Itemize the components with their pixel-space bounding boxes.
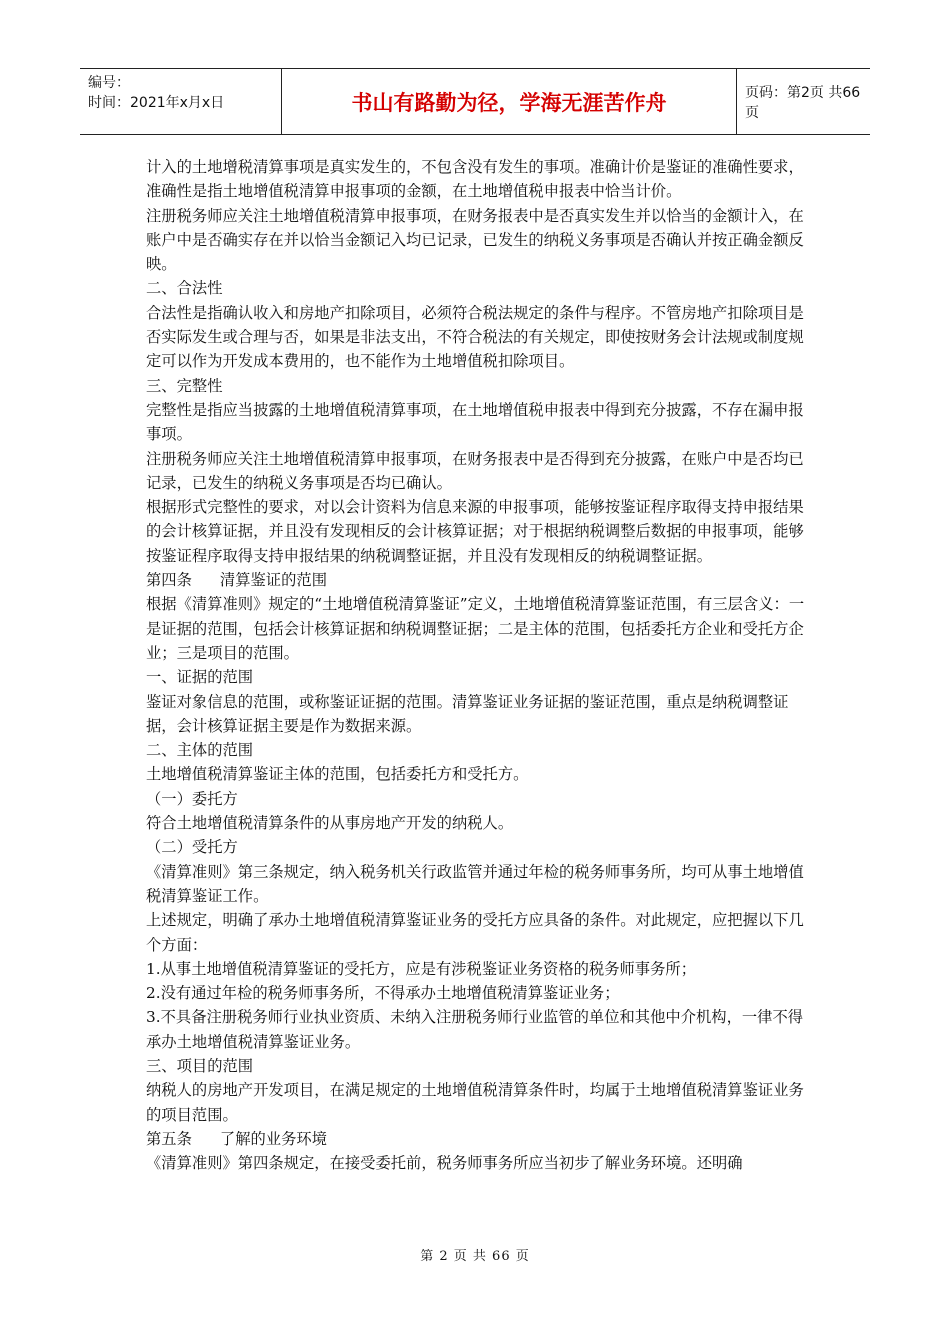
sub-heading: （一）委托方 (146, 789, 238, 808)
section-heading: 二、合法性 (146, 279, 223, 298)
article-title: 清算鉴证的范围 (219, 571, 327, 590)
paragraph: 上述规定，明确了承办土地增值税清算鉴证业务的受托方应具备的条件。对此规定，应把握以下几个方面： (146, 911, 804, 954)
header-page-info: 页码：第2页 共66页 (745, 84, 861, 121)
header-meta (80, 69, 282, 134)
paragraph: 符合土地增值税清算条件的从事房地产开发的纳税人。 (146, 814, 514, 833)
section-heading: 三、项目的范围 (146, 1056, 254, 1075)
paragraph: 纳税人的房地产开发项目，在满足规定的土地增值税清算条件时，均属于土地增值税清算鉴证业务的项目范围。 (146, 1081, 804, 1124)
paragraph: 计入的土地增税清算事项是真实发生的，不包含没有发生的事项。准确计价是鉴证的准确性要求，准确性是指土地增值税清算申报事项的金额，在土地增值税申报表中恰当计价。 (146, 158, 804, 201)
paragraph: 根据形式完整性的要求，对以会计资料为信息来源的申报事项，能够按鉴证程序取得支持申报结果的会计核算证据，并且没有发现相反的会计核算证据；对于根据纳税调整后数据的申报事项，能够按鉴证程序取得支持申报结果的纳税调整证据，并且没有发现相反的纳税调整证据。 (146, 498, 804, 565)
paragraph: 《清算准则》第四条规定，在接受委托前，税务师事务所应当初步了解业务环境。还明确 (146, 1154, 743, 1173)
article-label: 第五条 (146, 1129, 192, 1148)
paragraph: 合法性是指确认收入和房地产扣除项目，必须符合税法规定的条件与程序。不管房地产扣除项目是否实际发生或合理与否，如果是非法支出，不符合税法的有关规定，即使按财务会计法规或制度规定可以作为开发成本费用的，也不能作为土地增值税扣除项目。 (146, 303, 804, 371)
sub-heading: （二）受托方 (146, 838, 238, 857)
paragraph: 注册税务师应关注土地增值税清算申报事项，在财务报表中是否得到充分披露，在账户中是否均已记录，已发生的纳税义务事项是否均已确认。 (146, 449, 804, 492)
document-body (146, 155, 806, 1175)
section-heading: 二、主体的范围 (146, 741, 254, 760)
article-heading (146, 1127, 806, 1151)
time-label: 时间：2021年x月x日 (88, 95, 225, 111)
page-footer: 第 2 页 共 66 页 (420, 1249, 530, 1264)
page-header (80, 68, 870, 135)
article-heading (146, 568, 806, 592)
section-heading: 三、完整性 (146, 376, 223, 395)
article-title: 了解的业务环境 (219, 1129, 327, 1148)
list-item: 2.没有通过年检的税务师事务所，不得承办土地增值税清算鉴证业务； (146, 984, 620, 1003)
header-motto-cell (282, 69, 737, 134)
paragraph: 完整性是指应当披露的土地增值税清算事项，在土地增值税申报表中得到充分披露，不存在漏申报事项。 (146, 400, 804, 444)
section-heading: 一、证据的范围 (146, 668, 254, 687)
paragraph: 《清算准则》第三条规定，纳入税务机关行政监管并通过年检的税务师事务所，均可从事土地增值税清算鉴证工作。 (146, 862, 804, 905)
list-item: 1.从事土地增值税清算鉴证的受托方，应是有涉税鉴证业务资格的税务师事务所； (146, 959, 696, 978)
article-label: 第四条 (146, 571, 192, 590)
code-label: 编号： (88, 75, 130, 91)
paragraph: 注册税务师应关注土地增值税清算申报事项，在财务报表中是否真实发生并以恰当的金额计入，在账户中是否确实存在并以恰当金额记入均已记录，已发生的纳税义务事项是否确认并按正确金额反映。 (146, 206, 804, 274)
list-item: 3.不具备注册税务师行业执业资质、未纳入注册税务师行业监管的单位和其他中介机构，一律不得承办土地增值税清算鉴证业务。 (146, 1008, 804, 1051)
paragraph: 土地增值税清算鉴证主体的范围，包括委托方和受托方。 (146, 765, 529, 784)
paragraph: 鉴证对象信息的范围，或称鉴证证据的范围。清算鉴证业务证据的鉴证范围，重点是纳税调整证据，会计核算证据主要是作为数据来源。 (146, 692, 789, 735)
header-motto: 书山有路勤为径，学海无涯苦作舟 (351, 90, 667, 115)
paragraph: 根据《清算准则》规定的“土地增值税清算鉴证”定义，土地增值税清算鉴证范围，有三层含义：一是证据的范围，包括会计核算证据和纳税调整证据；二是主体的范围，包括委托方企业和受托方企业；三是项目的范围。 (146, 595, 805, 662)
